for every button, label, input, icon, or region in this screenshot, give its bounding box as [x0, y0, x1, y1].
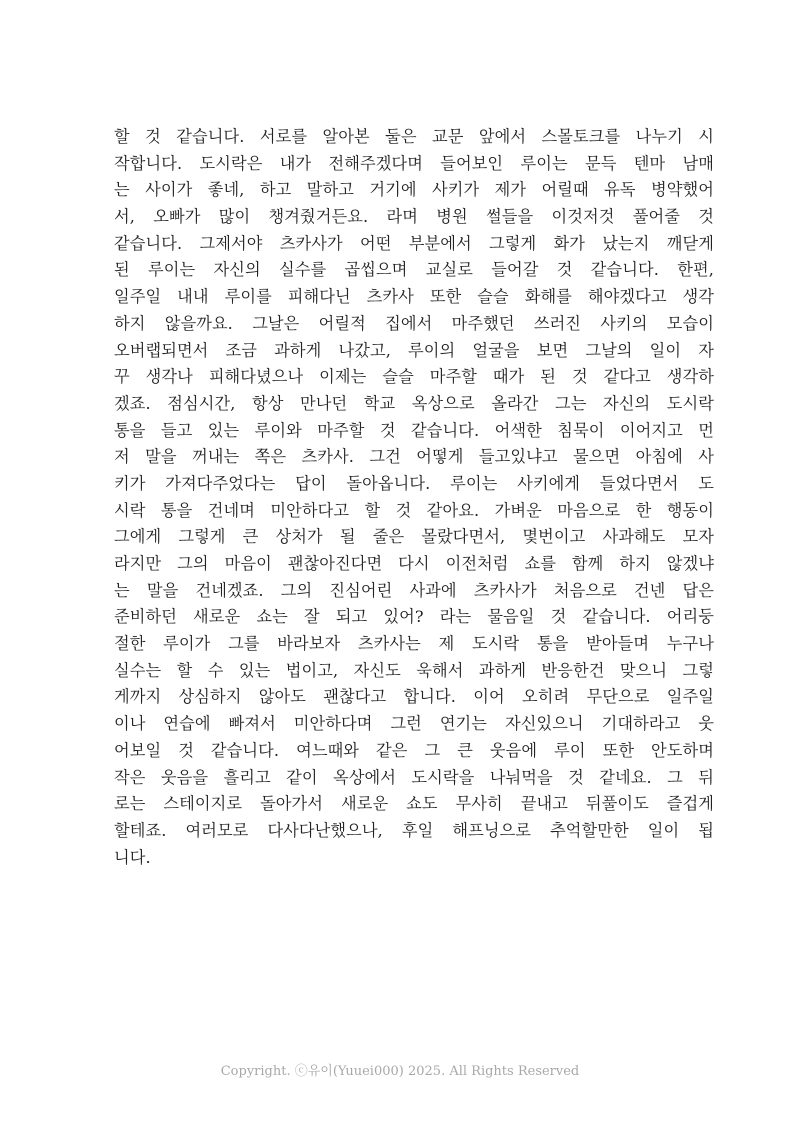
text-line: 작은 웃음을 흘리고 같이 옥상에서 도시락을 나눠먹을 것 같네요. 그 뒤 — [114, 767, 714, 787]
text-line: 서, 오빠가 많이 챙겨줬거든요. 라며 병원 썰들을 이것저것 풀어줄 것 — [114, 207, 714, 227]
text-line: 키가 가져다주었다는 답이 돌아옵니다. 루이는 사키에게 들었다면서 도 — [114, 473, 714, 493]
text-line: 된 루이는 자신의 실수를 곱씹으며 교실로 들어갈 것 같습니다. 한편, — [114, 260, 714, 280]
text-line: 시락 통을 건네며 미안하다고 할 것 같아요. 가벼운 마음으로 한 행동이 — [114, 500, 714, 520]
text-line: 겠죠. 점심시간, 항상 만나던 학교 옥상으로 올라간 그는 자신의 도시락 — [114, 393, 714, 413]
text-line: 게까지 상심하지 않아도 괜찮다고 합니다. 이어 오히려 무단으로 일주일 — [114, 687, 714, 707]
body-text — [114, 124, 714, 871]
text-line: 니다. — [114, 847, 151, 867]
text-line: 저 말을 꺼내는 쪽은 츠카사. 그건 어떻게 들고있냐고 물으면 아침에 사 — [114, 447, 714, 467]
text-line: 실수는 할 수 있는 법이고, 자신도 욱해서 과하게 반응한건 맞으니 그렇 — [114, 660, 714, 680]
text-line: 하지 않을까요. 그날은 어릴적 집에서 마주했던 쓰러진 사키의 모습이 — [114, 313, 714, 333]
text-line: 이나 연습에 빠져서 미안하다며 그런 연기는 자신있으니 기대하라고 웃 — [114, 714, 714, 734]
text-line: 는 사이가 좋네, 하고 말하고 거기에 사키가 제가 어릴때 유독 병약했어 — [114, 180, 714, 200]
text-line: 일주일 내내 루이를 피해다닌 츠카사 또한 슬슬 화해를 해야겠다고 생각 — [114, 287, 714, 307]
text-line: 같습니다. 그제서야 츠카사가 어떤 부분에서 그렇게 화가 났는지 깨닫게 — [114, 233, 714, 253]
text-line: 라지만 그의 마음이 괜찮아진다면 다시 이전처럼 쇼를 함께 하지 않겠냐 — [114, 554, 714, 573]
text-line: 준비하던 새로운 쇼는 잘 되고 있어? 라는 물음일 것 같습니다. 어리둥 — [114, 607, 714, 627]
text-line: 통을 들고 있는 루이와 마주할 것 같습니다. 어색한 침묵이 이어지고 먼 — [114, 420, 714, 440]
text-line: 그에게 그렇게 큰 상처가 될 줄은 몰랐다면서, 몇번이고 사과해도 모자 — [114, 527, 714, 547]
text-line: 할 것 같습니다. 서로를 알아본 둘은 교문 앞에서 스몰토크를 나누기 시 — [114, 127, 714, 146]
text-line: 오버랩되면서 조금 과하게 나갔고, 루이의 얼굴을 보면 그날의 일이 자 — [114, 340, 714, 360]
text-line: 작합니다. 도시락은 내가 전해주겠다며 들어보인 루이는 문득 텐마 남매 — [114, 153, 714, 173]
text-line: 절한 루이가 그를 바라보자 츠카사는 제 도시락 통을 받아들며 누구나 — [114, 634, 714, 654]
text-line: 는 말을 건네겠죠. 그의 진심어린 사과에 츠카사가 처음으로 건넨 답은 — [114, 580, 714, 600]
text-line: 꾸 생각나 피해다녔으나 이제는 슬슬 마주할 때가 된 것 같다고 생각하 — [114, 367, 714, 387]
text-line: 할테죠. 여러모로 다사다난했으나, 후일 해프닝으로 추억할만한 일이 됩 — [114, 820, 714, 840]
text-line: 어보일 것 같습니다. 여느때와 같은 그 큰 웃음에 루이 또한 안도하며 — [114, 740, 714, 760]
text-line: 로는 스테이지로 돌아가서 새로운 쇼도 무사히 끝내고 뒤풀이도 즐겁게 — [114, 794, 714, 814]
copyright-footer: Copyright. ⓒ유이(Yuuei000) 2025. All Rights Reserved — [220, 1064, 580, 1079]
